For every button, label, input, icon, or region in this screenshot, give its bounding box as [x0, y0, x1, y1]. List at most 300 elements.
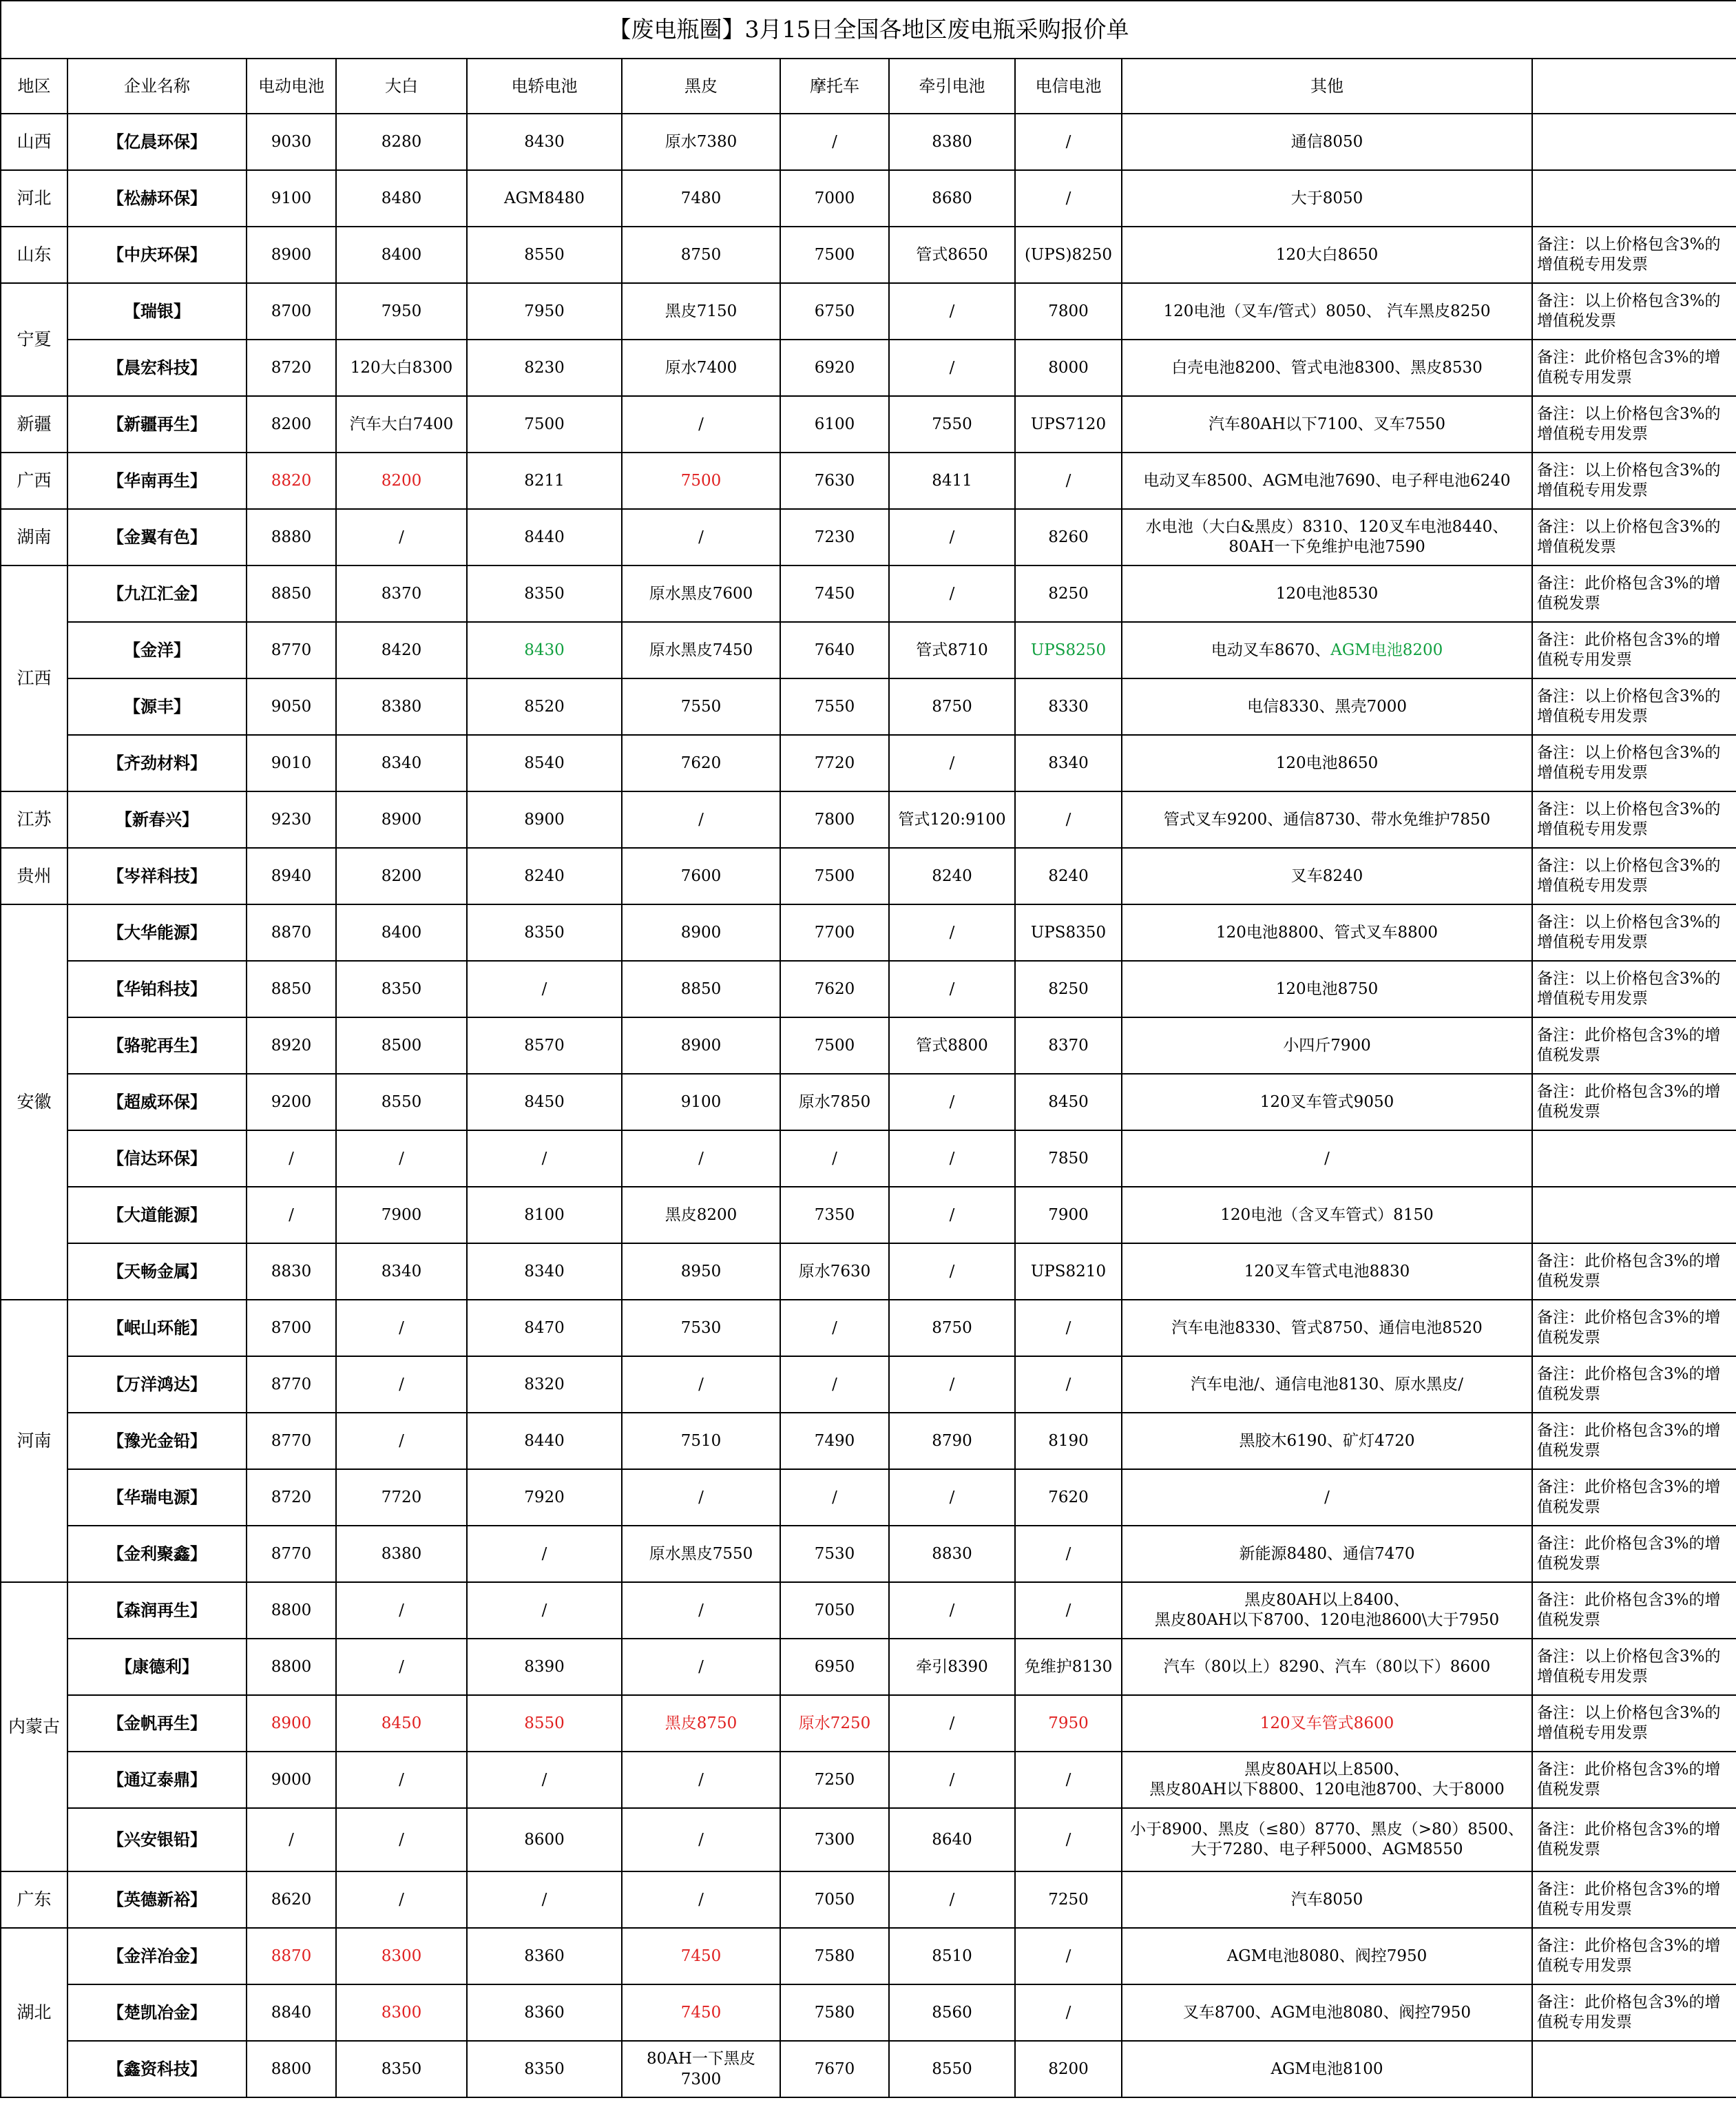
heipi-cell: / — [622, 1808, 780, 1871]
table-row — [1, 961, 1736, 1017]
other-cell: 汽车80AH以下7100、叉车7550 — [1122, 396, 1532, 453]
sedan-battery-cell: 8440 — [467, 1413, 622, 1469]
table-row — [1, 1187, 1736, 1243]
motorcycle-cell: 7000 — [780, 170, 889, 227]
ev-battery-cell: 8850 — [247, 565, 336, 622]
other-cell: 120电池（含叉车管式）8150 — [1122, 1187, 1532, 1243]
other-cell: 电动叉车8500、AGM电池7690、电子秤电池6240 — [1122, 453, 1532, 509]
ev-battery-cell: 8830 — [247, 1243, 336, 1300]
other-cell: 管式叉车9200、通信8730、带水免维护7850 — [1122, 791, 1532, 848]
telecom-battery-cell: / — [1015, 1300, 1122, 1356]
heipi-cell: 7450 — [622, 1984, 780, 2041]
motorcycle-cell: 7450 — [780, 565, 889, 622]
telecom-battery-cell: / — [1015, 170, 1122, 227]
other-cell: 叉车8240 — [1122, 848, 1532, 904]
table-row — [1, 1413, 1736, 1469]
other-cell: AGM电池8100 — [1122, 2041, 1532, 2097]
company-name-cell: 【中庆环保】 — [67, 227, 247, 283]
motorcycle-cell: 7500 — [780, 1017, 889, 1074]
header-note — [1532, 59, 1736, 114]
sedan-battery-cell: 8350 — [467, 2041, 622, 2097]
heipi-cell: 原水7400 — [622, 340, 780, 396]
heipi-cell: 80AH一下黑皮7300 — [622, 2041, 780, 2097]
traction-battery-cell: / — [889, 1871, 1015, 1928]
dabai-cell: 8200 — [336, 848, 467, 904]
traction-battery-cell: 8240 — [889, 848, 1015, 904]
company-name-cell: 【金帆再生】 — [67, 1695, 247, 1752]
ev-battery-cell: 9200 — [247, 1074, 336, 1130]
table-row — [1, 283, 1736, 340]
note-cell — [1532, 2041, 1736, 2097]
region-cell: 宁夏 — [1, 283, 67, 396]
note-cell: 备注：此价格包含3%的增值税发票 — [1532, 1356, 1736, 1413]
telecom-battery-cell: 7900 — [1015, 1187, 1122, 1243]
sedan-battery-cell: 8440 — [467, 509, 622, 565]
dabai-cell: 8280 — [336, 114, 467, 170]
telecom-battery-cell: 8000 — [1015, 340, 1122, 396]
other-cell: 汽车电池8330、管式8750、通信电池8520 — [1122, 1300, 1532, 1356]
heipi-cell: 黑皮7150 — [622, 283, 780, 340]
traction-battery-cell: 管式8800 — [889, 1017, 1015, 1074]
motorcycle-cell: 7700 — [780, 904, 889, 961]
dabai-cell: / — [336, 1639, 467, 1695]
table-row — [1, 1928, 1736, 1984]
motorcycle-cell: 原水7850 — [780, 1074, 889, 1130]
note-cell: 备注：以上价格包含3%的增值税专用发票 — [1532, 1639, 1736, 1695]
note-cell: 备注：此价格包含3%的增值税专用发票 — [1532, 1984, 1736, 2041]
region-cell: 新疆 — [1, 396, 67, 453]
table-row — [1, 1695, 1736, 1752]
traction-battery-cell: / — [889, 1243, 1015, 1300]
telecom-battery-cell: / — [1015, 1752, 1122, 1808]
telecom-battery-cell: / — [1015, 1808, 1122, 1871]
dabai-cell: 8350 — [336, 2041, 467, 2097]
note-cell: 备注：以上价格包含3%的增值税专用发票 — [1532, 453, 1736, 509]
company-name-cell: 【康德利】 — [67, 1639, 247, 1695]
motorcycle-cell: 7630 — [780, 453, 889, 509]
table-row — [1, 1752, 1736, 1808]
dabai-cell: / — [336, 509, 467, 565]
motorcycle-cell: 7620 — [780, 961, 889, 1017]
other-cell: 黑胶木6190、矿灯4720 — [1122, 1413, 1532, 1469]
region-cell: 湖北 — [1, 1928, 67, 2097]
dabai-cell: 7950 — [336, 283, 467, 340]
sedan-battery-cell: / — [467, 1752, 622, 1808]
other-cell: 小于8900、黑皮（≤80）8770、黑皮（>80）8500、 大于7280、电子秤5000、AGM8550 — [1122, 1808, 1532, 1871]
sedan-battery-cell: 8350 — [467, 904, 622, 961]
note-cell: 备注：以上价格包含3%的增值税发票 — [1532, 283, 1736, 340]
ev-battery-cell: 9010 — [247, 735, 336, 791]
telecom-battery-cell: / — [1015, 1984, 1122, 2041]
telecom-battery-cell: UPS8250 — [1015, 622, 1122, 678]
table-row — [1, 1243, 1736, 1300]
other-highlight: AGM电池8200 — [1330, 641, 1443, 659]
note-cell: 备注：以上价格包含3%的增值税专用发票 — [1532, 1695, 1736, 1752]
table-row — [1, 622, 1736, 678]
sedan-battery-cell: 8240 — [467, 848, 622, 904]
heipi-cell: 7550 — [622, 678, 780, 735]
company-name-cell: 【大道能源】 — [67, 1187, 247, 1243]
note-cell: 备注：此价格包含3%的增值税发票 — [1532, 1526, 1736, 1582]
dabai-cell: 120大白8300 — [336, 340, 467, 396]
ev-battery-cell: 8920 — [247, 1017, 336, 1074]
company-name-cell: 【楚凯冶金】 — [67, 1984, 247, 2041]
other-cell: AGM电池8080、阀控7950 — [1122, 1928, 1532, 1984]
ev-battery-cell: 8870 — [247, 904, 336, 961]
traction-battery-cell: / — [889, 1356, 1015, 1413]
traction-battery-cell: 8750 — [889, 678, 1015, 735]
heipi-cell: 8900 — [622, 1017, 780, 1074]
motorcycle-cell: 7580 — [780, 1984, 889, 2041]
company-name-cell: 【华瑞电源】 — [67, 1469, 247, 1526]
telecom-battery-cell: (UPS)8250 — [1015, 227, 1122, 283]
motorcycle-cell: 7580 — [780, 1928, 889, 1984]
region-cell: 江苏 — [1, 791, 67, 848]
heipi-cell: 7600 — [622, 848, 780, 904]
note-cell: 备注：此价格包含3%的增值税发票 — [1532, 1808, 1736, 1871]
telecom-battery-cell: 7250 — [1015, 1871, 1122, 1928]
sedan-battery-cell: 7920 — [467, 1469, 622, 1526]
region-cell: 广西 — [1, 453, 67, 509]
telecom-battery-cell: / — [1015, 1928, 1122, 1984]
traction-battery-cell: / — [889, 961, 1015, 1017]
ev-battery-cell: 8820 — [247, 453, 336, 509]
dabai-cell: 8500 — [336, 1017, 467, 1074]
dabai-cell: 8370 — [336, 565, 467, 622]
motorcycle-cell: / — [780, 1356, 889, 1413]
sedan-battery-cell: 8100 — [467, 1187, 622, 1243]
dabai-cell: 8380 — [336, 678, 467, 735]
ev-battery-cell: 9230 — [247, 791, 336, 848]
traction-battery-cell: / — [889, 509, 1015, 565]
telecom-battery-cell: UPS8350 — [1015, 904, 1122, 961]
ev-battery-cell: 8200 — [247, 396, 336, 453]
company-name-cell: 【源丰】 — [67, 678, 247, 735]
heipi-cell: 7510 — [622, 1413, 780, 1469]
table-body — [1, 1, 1736, 2097]
dabai-cell: / — [336, 1130, 467, 1187]
heipi-cell: / — [622, 396, 780, 453]
dabai-cell: 8300 — [336, 1928, 467, 1984]
sedan-battery-cell: 8360 — [467, 1984, 622, 2041]
dabai-cell: 8340 — [336, 1243, 467, 1300]
heipi-cell: 8900 — [622, 904, 780, 961]
dabai-cell: / — [336, 1300, 467, 1356]
heipi-cell: / — [622, 791, 780, 848]
table-row — [1, 735, 1736, 791]
sedan-battery-cell: 8211 — [467, 453, 622, 509]
dabai-cell: / — [336, 1871, 467, 1928]
motorcycle-cell: / — [780, 1300, 889, 1356]
header-heipi: 黑皮 — [622, 59, 780, 114]
table-row — [1, 678, 1736, 735]
motorcycle-cell: 7350 — [780, 1187, 889, 1243]
heipi-cell: 7450 — [622, 1928, 780, 1984]
table-row — [1, 1984, 1736, 2041]
table-row — [1, 114, 1736, 170]
table-row — [1, 1300, 1736, 1356]
telecom-battery-cell: 8330 — [1015, 678, 1122, 735]
dabai-cell: 8550 — [336, 1074, 467, 1130]
company-name-cell: 【万洋鸿达】 — [67, 1356, 247, 1413]
other-cell: 黑皮80AH以上8400、 黑皮80AH以下8700、120电池8600\大于7950 — [1122, 1582, 1532, 1639]
region-cell: 内蒙古 — [1, 1582, 67, 1871]
traction-battery-cell: 8640 — [889, 1808, 1015, 1871]
other-cell: 120叉车管式9050 — [1122, 1074, 1532, 1130]
ev-battery-cell: / — [247, 1130, 336, 1187]
company-name-cell: 【华铂科技】 — [67, 961, 247, 1017]
dabai-cell: 8450 — [336, 1695, 467, 1752]
sedan-battery-cell: / — [467, 1871, 622, 1928]
region-cell: 河南 — [1, 1300, 67, 1582]
heipi-cell: 黑皮8200 — [622, 1187, 780, 1243]
note-cell: 备注：此价格包含3%的增值税专用发票 — [1532, 1871, 1736, 1928]
ev-battery-cell: 8720 — [247, 1469, 336, 1526]
region-cell: 广东 — [1, 1871, 67, 1928]
traction-battery-cell: 7550 — [889, 396, 1015, 453]
company-name-cell: 【信达环保】 — [67, 1130, 247, 1187]
traction-battery-cell: 8560 — [889, 1984, 1015, 2041]
sedan-battery-cell: 8430 — [467, 622, 622, 678]
other-cell: 水电池（大白&黑皮）8310、120叉车电池8440、80AH一下免维护电池7590 — [1122, 509, 1532, 565]
note-cell: 备注：以上价格包含3%的增值税专用发票 — [1532, 227, 1736, 283]
telecom-battery-cell: 8340 — [1015, 735, 1122, 791]
motorcycle-cell: 6920 — [780, 340, 889, 396]
note-cell: 备注：以上价格包含3%的增值税专用发票 — [1532, 791, 1736, 848]
heipi-cell: 原水黑皮7600 — [622, 565, 780, 622]
traction-battery-cell: 8411 — [889, 453, 1015, 509]
heipi-cell: / — [622, 1130, 780, 1187]
dabai-cell: 8200 — [336, 453, 467, 509]
sedan-battery-cell: 8230 — [467, 340, 622, 396]
traction-battery-cell: / — [889, 283, 1015, 340]
traction-battery-cell: / — [889, 1469, 1015, 1526]
ev-battery-cell: 8880 — [247, 509, 336, 565]
company-name-cell: 【晨宏科技】 — [67, 340, 247, 396]
header-traction-battery: 牵引电池 — [889, 59, 1015, 114]
company-name-cell: 【新春兴】 — [67, 791, 247, 848]
heipi-cell: 8950 — [622, 1243, 780, 1300]
traction-battery-cell: 8790 — [889, 1413, 1015, 1469]
dabai-cell: 8340 — [336, 735, 467, 791]
dabai-cell: 8480 — [336, 170, 467, 227]
heipi-cell: 黑皮8750 — [622, 1695, 780, 1752]
telecom-battery-cell: 8370 — [1015, 1017, 1122, 1074]
telecom-battery-cell: / — [1015, 791, 1122, 848]
note-cell — [1532, 1130, 1736, 1187]
table-row — [1, 791, 1736, 848]
company-name-cell: 【岑祥科技】 — [67, 848, 247, 904]
traction-battery-cell: 8750 — [889, 1300, 1015, 1356]
sedan-battery-cell: 8360 — [467, 1928, 622, 1984]
traction-battery-cell: / — [889, 565, 1015, 622]
other-cell: 小四斤7900 — [1122, 1017, 1532, 1074]
other-cell: / — [1122, 1130, 1532, 1187]
heipi-cell: 9100 — [622, 1074, 780, 1130]
telecom-battery-cell: 8260 — [1015, 509, 1122, 565]
header-dabai: 大白 — [336, 59, 467, 114]
telecom-battery-cell: / — [1015, 453, 1122, 509]
company-name-cell: 【通辽泰鼎】 — [67, 1752, 247, 1808]
ev-battery-cell: 8940 — [247, 848, 336, 904]
telecom-battery-cell: UPS8210 — [1015, 1243, 1122, 1300]
traction-battery-cell: 8380 — [889, 114, 1015, 170]
other-cell: 120电池（叉车/管式）8050、 汽车黑皮8250 — [1122, 283, 1532, 340]
table-row — [1, 1469, 1736, 1526]
motorcycle-cell: 7500 — [780, 848, 889, 904]
header-other: 其他 — [1122, 59, 1532, 114]
dabai-cell: 8400 — [336, 227, 467, 283]
table-row — [1, 2041, 1736, 2097]
heipi-cell: 原水7380 — [622, 114, 780, 170]
ev-battery-cell: / — [247, 1187, 336, 1243]
note-cell: 备注：以上价格包含3%的增值税专用发票 — [1532, 961, 1736, 1017]
region-cell: 湖南 — [1, 509, 67, 565]
dabai-cell: 8420 — [336, 622, 467, 678]
company-name-cell: 【天畅金属】 — [67, 1243, 247, 1300]
region-cell: 山西 — [1, 114, 67, 170]
other-cell: 120电池8800、管式叉车8800 — [1122, 904, 1532, 961]
ev-battery-cell: 9030 — [247, 114, 336, 170]
table-row — [1, 1526, 1736, 1582]
traction-battery-cell: / — [889, 735, 1015, 791]
other-cell: 120电池8650 — [1122, 735, 1532, 791]
telecom-battery-cell: 8190 — [1015, 1413, 1122, 1469]
note-cell: 备注：此价格包含3%的增值税发票 — [1532, 1300, 1736, 1356]
traction-battery-cell: 管式8710 — [889, 622, 1015, 678]
table-row — [1, 509, 1736, 565]
heipi-cell: 7620 — [622, 735, 780, 791]
region-cell: 江西 — [1, 565, 67, 791]
table-row — [1, 848, 1736, 904]
company-name-cell: 【亿晨环保】 — [67, 114, 247, 170]
company-name-cell: 【瑞银】 — [67, 283, 247, 340]
note-cell: 备注：此价格包含3%的增值税专用发票 — [1532, 1928, 1736, 1984]
sedan-battery-cell: 8540 — [467, 735, 622, 791]
motorcycle-cell: 7230 — [780, 509, 889, 565]
other-cell: 120叉车管式电池8830 — [1122, 1243, 1532, 1300]
ev-battery-cell: 9100 — [247, 170, 336, 227]
traction-battery-cell: 8830 — [889, 1526, 1015, 1582]
company-name-cell: 【超威环保】 — [67, 1074, 247, 1130]
company-name-cell: 【齐劲材料】 — [67, 735, 247, 791]
ev-battery-cell: 8770 — [247, 1526, 336, 1582]
motorcycle-cell: 7670 — [780, 2041, 889, 2097]
motorcycle-cell: 7050 — [780, 1871, 889, 1928]
motorcycle-cell: 7300 — [780, 1808, 889, 1871]
heipi-cell: / — [622, 1752, 780, 1808]
header-motorcycle: 摩托车 — [780, 59, 889, 114]
ev-battery-cell: 8720 — [247, 340, 336, 396]
other-cell: 汽车8050 — [1122, 1871, 1532, 1928]
company-name-cell: 【英德新裕】 — [67, 1871, 247, 1928]
header-company: 企业名称 — [67, 59, 247, 114]
table-row — [1, 1808, 1736, 1871]
motorcycle-cell: 7720 — [780, 735, 889, 791]
heipi-cell: 7480 — [622, 170, 780, 227]
table-row — [1, 170, 1736, 227]
table-row — [1, 1017, 1736, 1074]
sedan-battery-cell: 8520 — [467, 678, 622, 735]
motorcycle-cell: 原水7250 — [780, 1695, 889, 1752]
other-cell: 120大白8650 — [1122, 227, 1532, 283]
dabai-cell: / — [336, 1413, 467, 1469]
motorcycle-cell: 7050 — [780, 1582, 889, 1639]
heipi-cell: / — [622, 1469, 780, 1526]
company-name-cell: 【金利聚鑫】 — [67, 1526, 247, 1582]
company-name-cell: 【金翼有色】 — [67, 509, 247, 565]
other-cell: 新能源8480、通信7470 — [1122, 1526, 1532, 1582]
company-name-cell: 【岷山环能】 — [67, 1300, 247, 1356]
page-title: 【废电瓶圈】3月15日全国各地区废电瓶采购报价单 — [1, 1, 1736, 59]
dabai-cell: / — [336, 1356, 467, 1413]
telecom-battery-cell: 免维护8130 — [1015, 1639, 1122, 1695]
note-cell: 备注：此价格包含3%的增值税发票 — [1532, 1017, 1736, 1074]
ev-battery-cell: 8800 — [247, 2041, 336, 2097]
telecom-battery-cell: 8450 — [1015, 1074, 1122, 1130]
motorcycle-cell: 7250 — [780, 1752, 889, 1808]
note-cell: 备注：此价格包含3%的增值税专用发票 — [1532, 622, 1736, 678]
note-cell: 备注：此价格包含3%的增值税发票 — [1532, 1582, 1736, 1639]
company-name-cell: 【森润再生】 — [67, 1582, 247, 1639]
sedan-battery-cell: 8900 — [467, 791, 622, 848]
note-cell: 备注：此价格包含3%的增值税发票 — [1532, 1469, 1736, 1526]
note-cell: 备注：以上价格包含3%的增值税专用发票 — [1532, 848, 1736, 904]
company-name-cell: 【大华能源】 — [67, 904, 247, 961]
dabai-cell: 8380 — [336, 1526, 467, 1582]
ev-battery-cell: 9050 — [247, 678, 336, 735]
sedan-battery-cell: / — [467, 1526, 622, 1582]
traction-battery-cell: / — [889, 1074, 1015, 1130]
table-row — [1, 1639, 1736, 1695]
traction-battery-cell: / — [889, 340, 1015, 396]
telecom-battery-cell: 8200 — [1015, 2041, 1122, 2097]
note-cell: 备注：以上价格包含3%的增值税专用发票 — [1532, 735, 1736, 791]
motorcycle-cell: 7530 — [780, 1526, 889, 1582]
dabai-cell: 8300 — [336, 1984, 467, 2041]
traction-battery-cell: / — [889, 1582, 1015, 1639]
company-name-cell: 【九江汇金】 — [67, 565, 247, 622]
traction-battery-cell: 8680 — [889, 170, 1015, 227]
telecom-battery-cell: 7620 — [1015, 1469, 1122, 1526]
traction-battery-cell: 牵引8390 — [889, 1639, 1015, 1695]
traction-battery-cell: 管式120:9100 — [889, 791, 1015, 848]
table-row — [1, 227, 1736, 283]
dabai-cell: / — [336, 1582, 467, 1639]
other-cell: 黑皮80AH以上8500、 黑皮80AH以下8800、120电池8700、大于8000 — [1122, 1752, 1532, 1808]
sedan-battery-cell: 8570 — [467, 1017, 622, 1074]
ev-battery-cell: 8700 — [247, 1300, 336, 1356]
ev-battery-cell: 8900 — [247, 227, 336, 283]
region-cell: 贵州 — [1, 848, 67, 904]
note-cell — [1532, 114, 1736, 170]
heipi-cell: 7500 — [622, 453, 780, 509]
table-row — [1, 396, 1736, 453]
heipi-cell: / — [622, 1582, 780, 1639]
sedan-battery-cell: 8430 — [467, 114, 622, 170]
header-ev-battery: 电动电池 — [247, 59, 336, 114]
heipi-cell: / — [622, 1356, 780, 1413]
traction-battery-cell: / — [889, 1752, 1015, 1808]
sedan-battery-cell: 7950 — [467, 283, 622, 340]
company-name-cell: 【豫光金铅】 — [67, 1413, 247, 1469]
sedan-battery-cell: 8600 — [467, 1808, 622, 1871]
motorcycle-cell: / — [780, 1130, 889, 1187]
sedan-battery-cell: / — [467, 1582, 622, 1639]
ev-battery-cell: 8800 — [247, 1582, 336, 1639]
note-cell: 备注：以上价格包含3%的增值税专用发票 — [1532, 678, 1736, 735]
other-cell: 120电池8530 — [1122, 565, 1532, 622]
